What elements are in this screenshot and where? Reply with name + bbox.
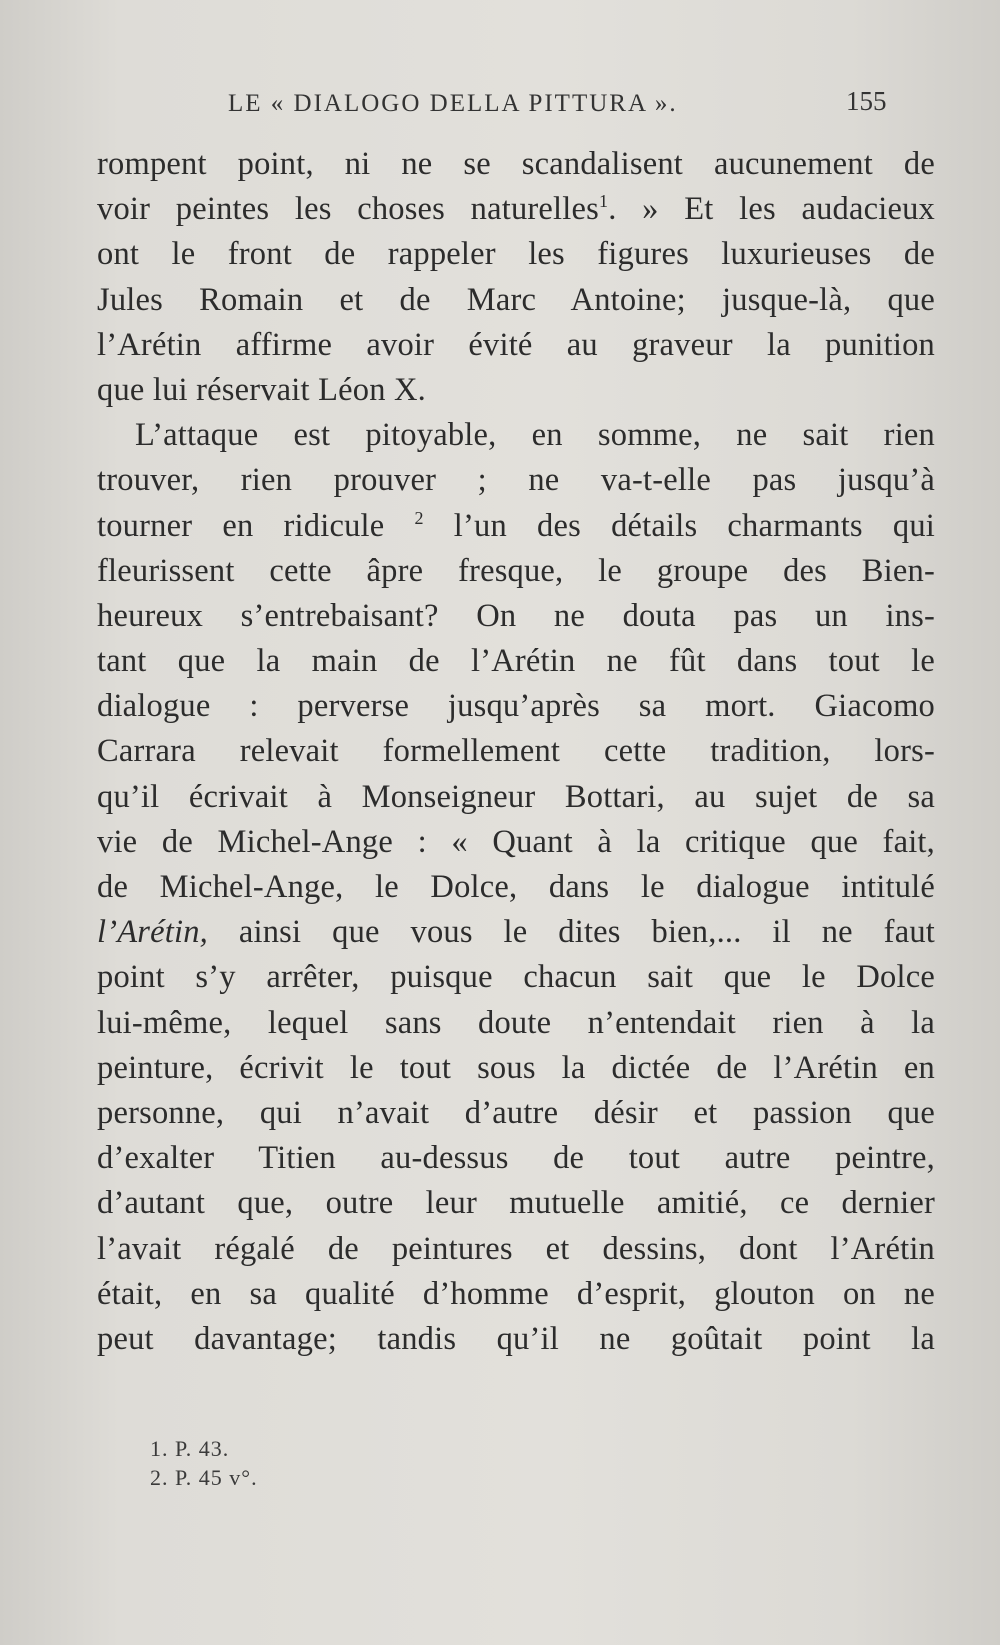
text-line: peinture, écrivit le tout sous la dictée de l’Arétin en — [97, 1049, 935, 1086]
text-line: peut davantage; tandis qu’il ne goûtait point la — [97, 1320, 935, 1357]
text-line: L’attaque est pitoyable, en somme, ne sait rien — [135, 417, 935, 454]
text-line: trouver, rien prouver ; ne va-t-elle pas jusqu’à — [97, 462, 935, 499]
text-line: ont le front de rappeler les figures luxurieuses de — [97, 236, 935, 273]
footnote: 1. P. 43. — [150, 1436, 230, 1461]
text-line: dialogue : perverse jusqu’après sa mort. Giacomo — [97, 688, 935, 725]
text-line — [97, 910, 935, 955]
text-line: tant que la main de l’Arétin ne fût dans tout le — [97, 643, 935, 680]
footnote-mark: 1 — [599, 191, 609, 212]
italic-title: l’Arétin, — [97, 914, 209, 951]
text-line — [97, 504, 935, 549]
text-segment: . » Et les audacieux — [608, 191, 935, 228]
text-line: vie de Michel-Ange : « Quant à la critique que fait, — [97, 823, 935, 860]
text-segment: l’un des détails charmants qui — [423, 507, 936, 544]
text-line: fleurissent cette âpre fresque, le groupe des Bien- — [97, 552, 935, 589]
text-line: était, en sa qualité d’homme d’esprit, glouton on ne — [97, 1275, 935, 1312]
text-line: lui-même, lequel sans doute n’entendait rien à la — [97, 1004, 935, 1041]
running-title: LE « DIALOGO DELLA PITTURA ». — [228, 90, 678, 117]
text-line: de Michel-Ange, le Dolce, dans le dialogue intitulé — [97, 869, 935, 905]
text-segment: tourner en ridicule — [97, 507, 385, 544]
text-line: Jules Romain et de Marc Antoine; jusque-là, que — [97, 281, 935, 318]
footnote: 2. P. 45 v°. — [150, 1465, 258, 1490]
text-line: heureux s’entrebaisant? On ne douta pas un ins- — [97, 597, 935, 634]
footnote-mark: 2 — [414, 507, 424, 528]
text-line: l’Arétin affirme avoir évité au graveur la punition — [97, 326, 935, 363]
page-number: 155 — [846, 86, 887, 116]
text-line: l’avait régalé de peintures et dessins, dont l’Arétin — [97, 1230, 935, 1267]
text-line: qu’il écrivait à Monseigneur Bottari, au sujet de sa — [97, 778, 935, 815]
text-segment: voir peintes les choses naturelles — [97, 191, 599, 228]
text-line: point s’y arrêter, puisque chacun sait que le Dolce — [97, 959, 935, 996]
text-line: personne, qui n’avait d’autre désir et passion que — [97, 1094, 935, 1131]
text-line: rompent point, ni ne se scandalisent aucunement de — [97, 146, 935, 182]
text-line: d’autant que, outre leur mutuelle amitié, ce dernier — [97, 1185, 935, 1222]
text-line: que lui réservait Léon X. — [97, 371, 426, 408]
text-segment: ainsi que vous le dites bien,... il ne faut — [208, 914, 935, 951]
text-line: Carrara relevait formellement cette tradition, lors- — [97, 733, 935, 770]
text-line — [97, 187, 935, 232]
footnotes — [150, 1434, 258, 1492]
text-line: d’exalter Titien au-dessus de tout autre peintre, — [97, 1140, 935, 1177]
body-text — [97, 142, 935, 1362]
